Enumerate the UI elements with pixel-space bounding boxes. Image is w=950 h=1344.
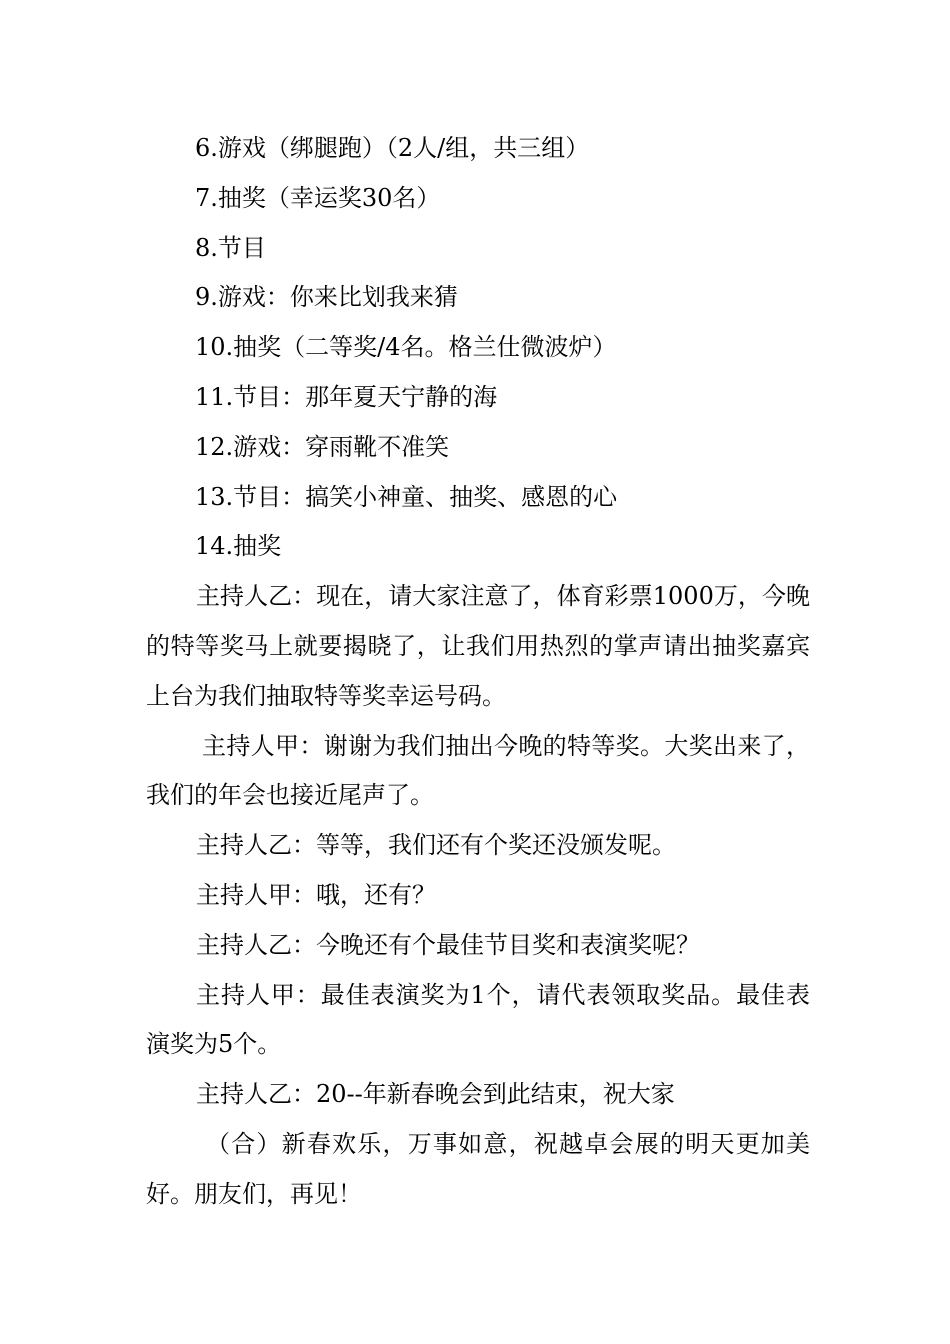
- document-body: [146, 124, 810, 1220]
- program-item-8: 8.节目: [195, 233, 266, 262]
- dialogue-host-a-question: 主持人甲：哦，还有？: [196, 880, 436, 909]
- program-item-9: 9.游戏：你来比划我来猜: [195, 283, 458, 312]
- program-item-11: 11.节目：那年夏天宁静的海: [195, 382, 498, 411]
- program-item-6: 6.游戏（绑腿跑）（2人/组，共三组）: [195, 134, 590, 162]
- dialogue-together-farewell: （合）新春欢乐，万事如意，祝越卓会展的明天更加美好。朋友们，再见！: [146, 1129, 810, 1208]
- dialogue-host-a-best-performance: 主持人甲：最佳表演奖为1个，请代表领取奖品。最佳表演奖为5个。: [146, 980, 810, 1059]
- program-item-14: 14.抽奖: [195, 532, 282, 561]
- dialogue-host-b-wait: 主持人乙：等等，我们还有个奖还没颁发呢。: [196, 831, 676, 860]
- program-item-7: 7.抽奖（幸运奖30名）: [195, 183, 441, 212]
- dialogue-host-b-announcement: 主持人乙：现在，请大家注意了，体育彩票1000万，今晚的特等奖马上就要揭晓了，让我们用热烈的掌声请出抽奖嘉宾上台为我们抽取特等奖幸运号码。: [146, 582, 810, 710]
- dialogue-host-b-closing: 主持人乙：20--年新春晚会到此结束，祝大家: [196, 1080, 675, 1109]
- program-item-10: 10.抽奖（二等奖/4名。格兰仕微波炉）: [195, 333, 617, 362]
- program-item-13: 13.节目：搞笑小神童、抽奖、感恩的心: [195, 482, 618, 511]
- program-item-12: 12.游戏：穿雨靴不准笑: [195, 432, 450, 461]
- dialogue-host-b-awards: 主持人乙：今晚还有个最佳节目奖和表演奖呢？: [196, 930, 700, 959]
- dialogue-host-a-thanks: 主持人甲：谢谢为我们抽出今晚的特等奖。大奖出来了，我们的年会也接近尾声了。: [146, 731, 810, 810]
